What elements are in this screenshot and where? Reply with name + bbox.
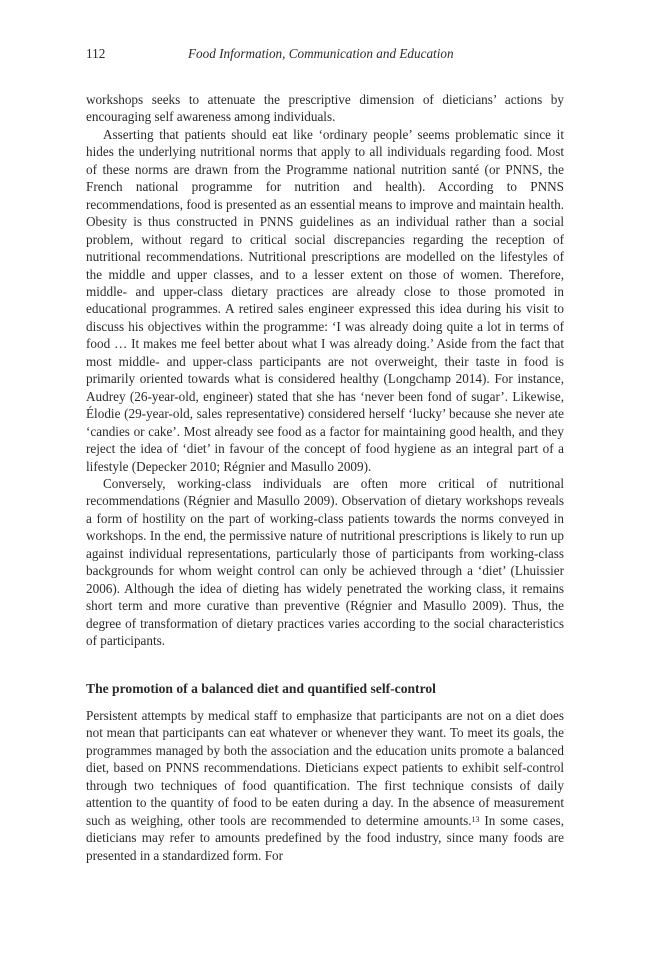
footnote-reference: 13	[471, 814, 480, 824]
section-paragraph	[86, 707, 564, 864]
body-text	[86, 91, 564, 864]
running-title: Food Information, Communication and Education	[188, 46, 454, 61]
section-paragraph-text-continued: In some cases, dieticians may refer to amounts predefined by the food industry, since many foods are presented in a standardized form. For	[86, 812, 564, 863]
page-number: 112	[86, 46, 106, 61]
paragraph-continuation: workshops seeks to attenuate the prescriptive dimension of dieticians’ actions by encouraging self awareness among individuals.	[86, 92, 564, 125]
section-paragraph-text: Persistent attempts by medical staff to emphasize that participants are not on a diet does not mean that participants can eat whatever or whenever they want. To meet its goals, the programmes managed by both the association and the education units promote a balanced diet, based on PNNS recommendations. Dieticians expect patients to exhibit self-control through two techniques of food quantification. The first technique consists of daily attention to the quantity of food to be eaten during a day. In the absence of measurement such as weighing, other tools are recommended to determine amounts.	[86, 707, 564, 828]
section-heading: The promotion of a balanced diet and quantified self-control	[86, 680, 436, 696]
paragraph-working-class: Conversely, working-class individuals are often more critical of nutritional recommendations (Régnier and Masullo 2009). Observation of dietary workshops reveals a form of hostility on the part of working-class patients towards the norms conveyed in workshops. In the end, the permissive nature of nutritional prescriptions is likely to run up against individual representations, particularly those of participants from working-class backgrounds for whom weight control can only be achieved through a ‘diet’ (Lhuissier 2006). Although the idea of dieting has widely penetrated the working class, it remains short term and more curative than preventive (Régnier and Masullo 2009). Thus, the degree of transformation of dietary practices varies according to the social characteristics of participants.	[86, 475, 564, 649]
paragraph-ordinary-people: Asserting that patients should eat like ‘ordinary people’ seems problematic since it hides the underlying nutritional norms that apply to all individuals regarding food. Most of these norms are drawn from the Programme national nutrition santé (or PNNS, the French national programme for nutrition and health). According to PNNS recommendations, food is presented as an essential means to improve and maintain health. Obesity is thus constructed in PNNS guidelines as an individual rather than a social problem, without regard to critical social discrepancies regarding the reception of nutritional recommendations. Nutritional prescriptions are modelled on the lifestyles of the middle and upper classes, and to a lesser extent on those of women. Therefore, middle- and upper-class dietary practices are already close to those promoted in educational programmes. A retired sales engineer expressed this idea during his visit to discuss his objectives within the programme: ‘I was already doing quite a lot in terms of food … It makes me feel better about what I was already doing.’ Aside from the fact that most middle- and upper-class participants are not overweight, their taste in food is primarily oriented towards what is considered healthy (Longchamp 2014). For instance, Audrey (26-year-old, engineer) stated that she has ‘never been fond of sugar’. Likewise, Élodie (29-year-old, sales representative) considered herself ‘lucky’ because she never ate ‘candies or cake’. Most already see food as a factor for maintaining good health, and they reject the idea of ‘diet’ in favour of the concept of food hygiene as an integral part of a lifestyle (Depecker 2010; Régnier and Masullo 2009).	[86, 126, 564, 474]
